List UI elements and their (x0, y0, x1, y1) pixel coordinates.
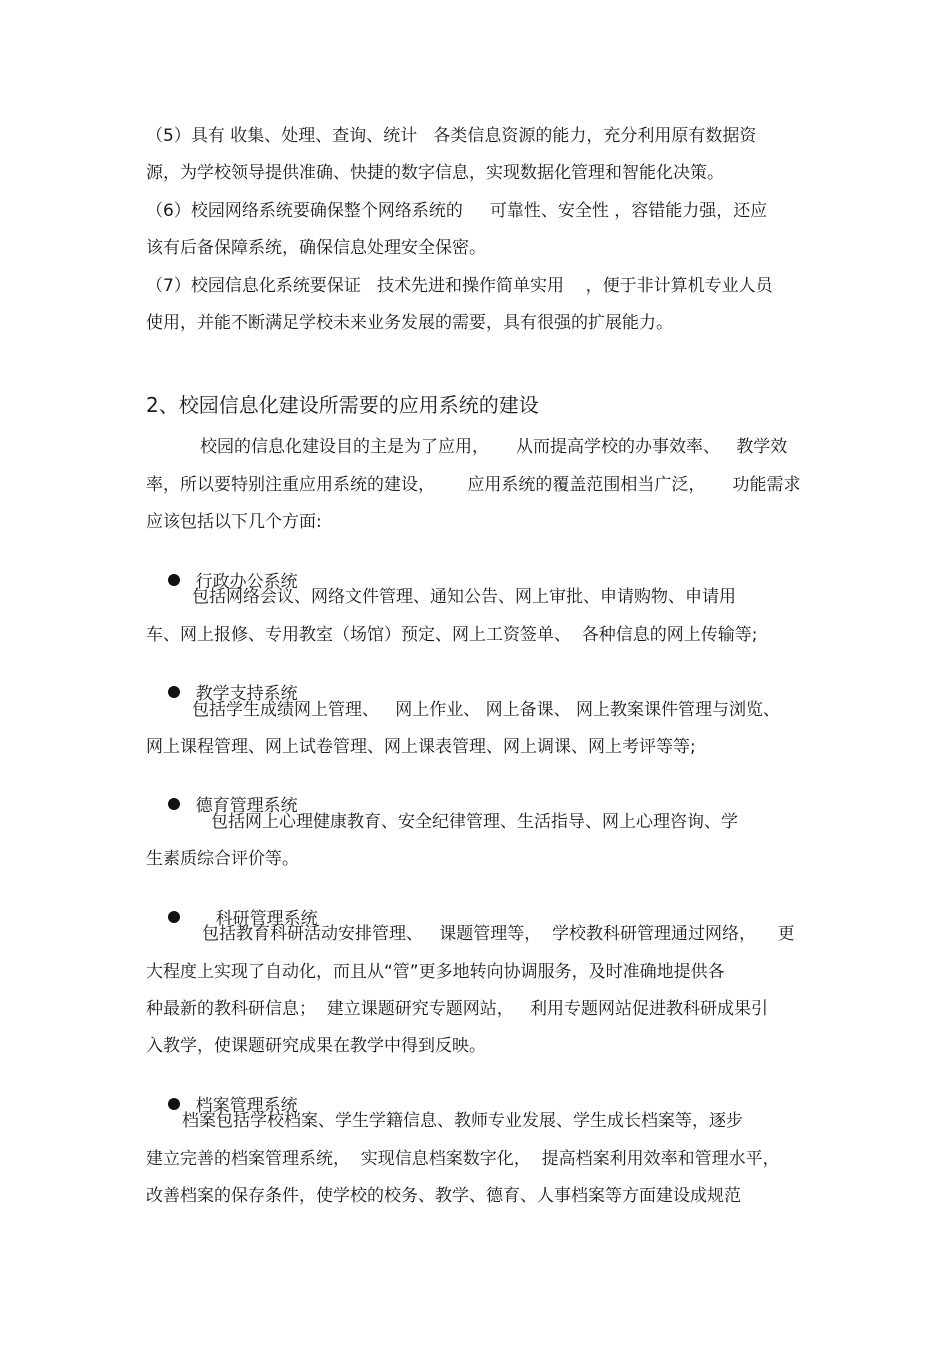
paragraph-line: 包括网上心理健康教育、安全纪律管理、生活指导、网上心理咨询、学 (211, 812, 738, 832)
paragraph-line: 该有后备保障系统，确保信息处理安全保密。 (146, 238, 486, 258)
section-heading: 2、校园信息化建设所需要的应用系统的建设 (146, 393, 539, 417)
paragraph-line: 档案包括学校档案、学生学籍信息、教师专业发展、学生成长档案等，逐步 (182, 1111, 743, 1131)
bullet-icon (168, 911, 180, 923)
paragraph-line: 率，所以要特别注重应用系统的建设， 应用系统的覆盖范围相当广泛， 功能需求 (146, 475, 801, 495)
paragraph-line: 包括网络会议、网络文件管理、通知公告、网上审批、申请购物、申请用 (192, 587, 736, 607)
paragraph-line: 车、网上报修、专用教室（场馆）预定、网上工资签单、 各种信息的网上传输等; (146, 625, 758, 645)
paragraph-line: 包括学生成绩网上管理、 网上作业、 网上备课、 网上教案课件管理与浏览、 (192, 700, 781, 720)
paragraph-line: 网上课程管理、网上试卷管理、网上课表管理、网上调课、网上考评等等; (146, 737, 696, 757)
paragraph-line: 应该包括以下几个方面: (146, 512, 322, 532)
paragraph-line: 入教学，使课题研究成果在教学中得到反映。 (146, 1036, 486, 1056)
paragraph-line: 校园的信息化建设目的主是为了应用， 从而提高学校的办事效率、 教学效 (200, 437, 788, 457)
paragraph-line: 种最新的教科研信息； 建立课题研究专题网站， 利用专题网站促进教科研成果引 (146, 999, 769, 1019)
paragraph-line: （5）具有 收集、处理、查询、统计 各类信息资源的能力，充分利用原有数据资 (146, 126, 757, 146)
bullet-icon (168, 574, 180, 586)
bullet-label: 教学支持系统 (195, 684, 298, 704)
paragraph-line: 改善档案的保存条件，使学校的校务、教学、德育、人事档案等方面建设成规范 (146, 1186, 741, 1206)
paragraph-line: 大程度上实现了自动化，而且从“管”更多地转向协调服务，及时准确地提供各 (146, 962, 725, 982)
bullet-label: 档案管理系统 (195, 1096, 298, 1116)
paragraph-line: 建立完善的档案管理系统， 实现信息档案数字化， 提高档案利用效率和管理水平， (146, 1149, 780, 1169)
paragraph-line: 使用，并能不断满足学校未来业务发展的需要，具有很强的扩展能力。 (146, 313, 673, 333)
bullet-icon (168, 686, 180, 698)
paragraph-line: （7）校园信息化系统要保证 技术先进和操作简单实用 ，便于非计算机专业人员 (146, 276, 773, 296)
bullet-icon (168, 798, 180, 810)
bullet-label: 科研管理系统 (215, 909, 318, 929)
bullet-label: 德育管理系统 (195, 796, 298, 816)
bullet-label: 行政办公系统 (195, 572, 298, 592)
paragraph-line: （6）校园网络系统要确保整个网络系统的 可靠性、安全性 ，容错能力强，还应 (146, 201, 768, 221)
paragraph-line: 生素质综合评价等。 (146, 849, 299, 869)
paragraph-line: 包括教育科研活动安排管理、 课题管理等， 学校教科研管理通过网络， 更 (202, 924, 795, 944)
paragraph-line: 源，为学校领导提供准确、快捷的数字信息，实现数据化管理和智能化决策。 (146, 163, 724, 183)
bullet-icon (168, 1098, 180, 1110)
